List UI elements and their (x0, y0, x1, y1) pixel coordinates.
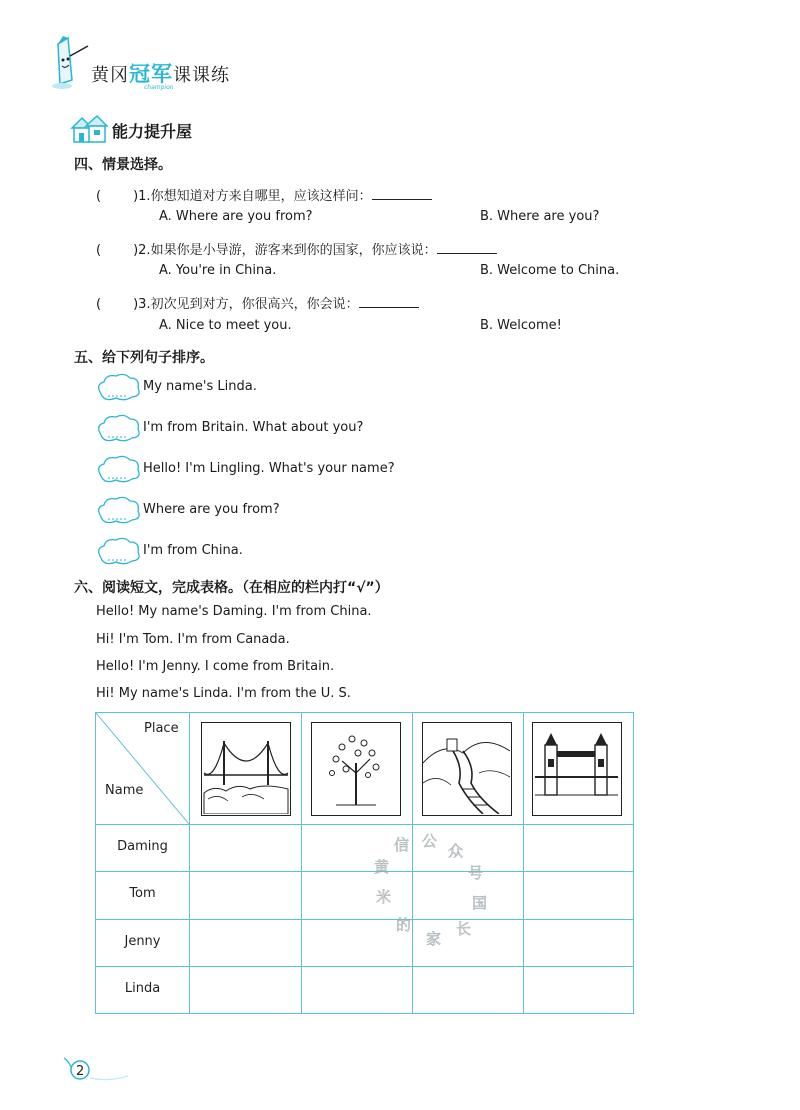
answer-paren-open: ( (96, 243, 102, 258)
question-number: 3. (138, 297, 151, 312)
watermark-char: 国 (472, 894, 488, 912)
option-2b: B. Welcome to China. (480, 263, 620, 278)
great-wall-image (422, 722, 512, 816)
pencil-mascot-icon (48, 36, 94, 92)
row-name-linda: Linda (124, 981, 161, 996)
brand-text-1: 黄冈 (91, 65, 129, 86)
watermark-char: 黄 (374, 858, 390, 876)
sentence-5: I'm from China. (143, 543, 243, 558)
fill-blank[interactable] (372, 187, 432, 200)
question-text: 初次见到对方，你很高兴，你会说： (150, 297, 359, 312)
watermark-char: 的 (396, 916, 412, 934)
watermark-char: 公 (422, 832, 438, 850)
watermark-char: 家 (426, 930, 442, 948)
option-1a: A. Where are you from? (159, 209, 313, 224)
answer-paren-close: ) (133, 243, 139, 258)
section-title: 能力提升屋 (112, 122, 193, 141)
question-3 (96, 293, 419, 312)
brand-subtitle: champion (144, 84, 174, 91)
question-1 (96, 185, 432, 204)
watermark-char: 长 (456, 920, 472, 938)
option-2a: A. You're in China. (159, 263, 277, 278)
passage-line-3: Hello! I'm Jenny. I come from Britain. (96, 659, 335, 674)
passage-line-2: Hi! I'm Tom. I'm from Canada. (96, 632, 290, 647)
name-label: Name (105, 783, 144, 798)
watermark-char: 信 (394, 836, 410, 854)
maple-tree-image (311, 722, 401, 816)
question-number: 2. (138, 243, 151, 258)
page-number: 2 (76, 1064, 85, 1079)
page-number-badge (62, 1048, 132, 1084)
option-1b: B. Where are you? (480, 209, 600, 224)
watermark-char: 众 (448, 842, 464, 860)
cloud-answer-icon[interactable] (94, 536, 142, 566)
golden-gate-bridge-image (201, 722, 291, 816)
cloud-answer-icon[interactable] (94, 372, 142, 402)
answer-paren-close: ) (133, 189, 139, 204)
option-3a: A. Nice to meet you. (159, 318, 292, 333)
fill-blank[interactable] (359, 295, 419, 308)
row-name-jenny: Jenny (124, 934, 161, 949)
section-header (70, 114, 310, 144)
section5-title: 五、给下列句子排序。 (74, 350, 214, 366)
watermark-char: 米 (376, 888, 392, 906)
cloud-answer-icon[interactable] (94, 495, 142, 525)
sentence-3: Hello! I'm Lingling. What's your name? (143, 461, 395, 476)
tower-bridge-image (532, 722, 622, 816)
sentence-1: My name's Linda. (143, 379, 257, 394)
cloud-answer-icon[interactable] (94, 454, 142, 484)
question-text: 你想知道对方来自哪里，应该这样问： (150, 189, 372, 204)
fill-blank[interactable] (437, 241, 497, 254)
watermark-char: 号 (468, 864, 484, 882)
section6-title: 六、阅读短文，完成表格。（在相应的栏内打“√”） (74, 580, 389, 596)
row-name-tom: Tom (129, 886, 156, 901)
answer-paren-open: ( (96, 297, 102, 312)
place-label: Place (144, 721, 179, 736)
section4-title: 四、情景选择。 (74, 157, 172, 173)
brand-text-2: 冠军 (129, 62, 173, 86)
answer-paren-open: ( (96, 189, 102, 204)
house-icon (70, 114, 108, 144)
sentence-2: I'm from Britain. What about you? (143, 420, 364, 435)
cloud-answer-icon[interactable] (94, 413, 142, 443)
question-text: 如果你是小导游，游客来到你的国家，你应该说： (150, 243, 437, 258)
answer-paren-close: ) (133, 297, 139, 312)
row-name-daming: Daming (117, 839, 168, 854)
question-2 (96, 239, 497, 258)
brand-logo (48, 36, 308, 92)
sentence-4: Where are you from? (143, 502, 280, 517)
brand-text-3: 课课练 (173, 65, 230, 86)
question-number: 1. (138, 189, 151, 204)
option-3b: B. Welcome! (480, 318, 562, 333)
passage-line-4: Hi! My name's Linda. I'm from the U. S. (96, 686, 351, 701)
passage-line-1: Hello! My name's Daming. I'm from China. (96, 604, 372, 619)
watermark-seal (360, 830, 500, 950)
